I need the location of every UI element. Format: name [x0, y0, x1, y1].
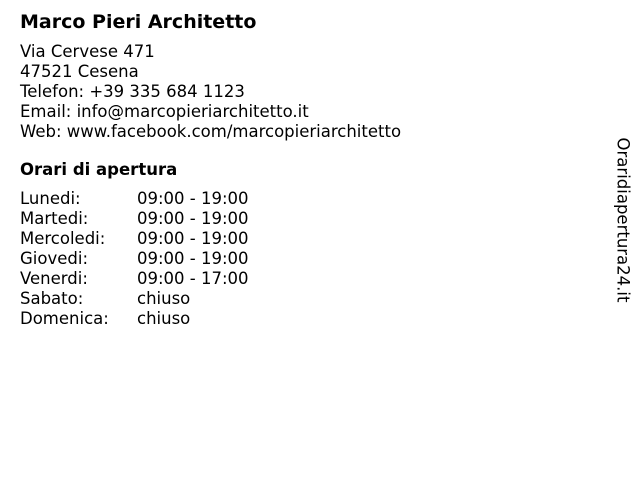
day-label: Domenica:: [20, 309, 109, 328]
hours-row-tuesday: [20, 209, 249, 229]
day-label: Sabato:: [20, 289, 84, 308]
hours-row-friday: [20, 269, 249, 289]
day-label: Venerdi:: [20, 269, 88, 288]
opening-hours-heading: Orari di apertura: [20, 160, 178, 179]
address-street: Via Cervese 471: [20, 42, 155, 61]
day-label: Martedi:: [20, 209, 89, 228]
web-line: Web: www.facebook.com/marcopieriarchitetto: [20, 122, 402, 141]
hours-row-thursday: [20, 249, 249, 269]
day-hours: chiuso: [137, 309, 191, 328]
opening-hours-table: [20, 189, 249, 329]
day-label: Lunedi:: [20, 189, 81, 208]
day-hours: 09:00 - 17:00: [137, 269, 249, 288]
address-city: 47521 Cesena: [20, 62, 139, 81]
phone-line: Telefon: +39 335 684 1123: [20, 82, 245, 101]
site-watermark: Oraridiapertura24.it: [613, 137, 633, 303]
business-name: Marco Pieri Architetto: [20, 11, 257, 33]
business-card: [20, 10, 600, 329]
day-hours: 09:00 - 19:00: [137, 249, 249, 268]
hours-row-saturday: [20, 289, 249, 309]
day-hours: 09:00 - 19:00: [137, 229, 249, 248]
hours-row-sunday: [20, 309, 249, 329]
email-line: Email: info@marcopieriarchitetto.it: [20, 102, 309, 121]
hours-row-wednesday: [20, 229, 249, 249]
day-hours: 09:00 - 19:00: [137, 189, 249, 208]
day-label: Mercoledi:: [20, 229, 106, 248]
hours-row-monday: [20, 189, 249, 209]
day-hours: chiuso: [137, 289, 191, 308]
day-hours: 09:00 - 19:00: [137, 209, 249, 228]
day-label: Giovedi:: [20, 249, 88, 268]
